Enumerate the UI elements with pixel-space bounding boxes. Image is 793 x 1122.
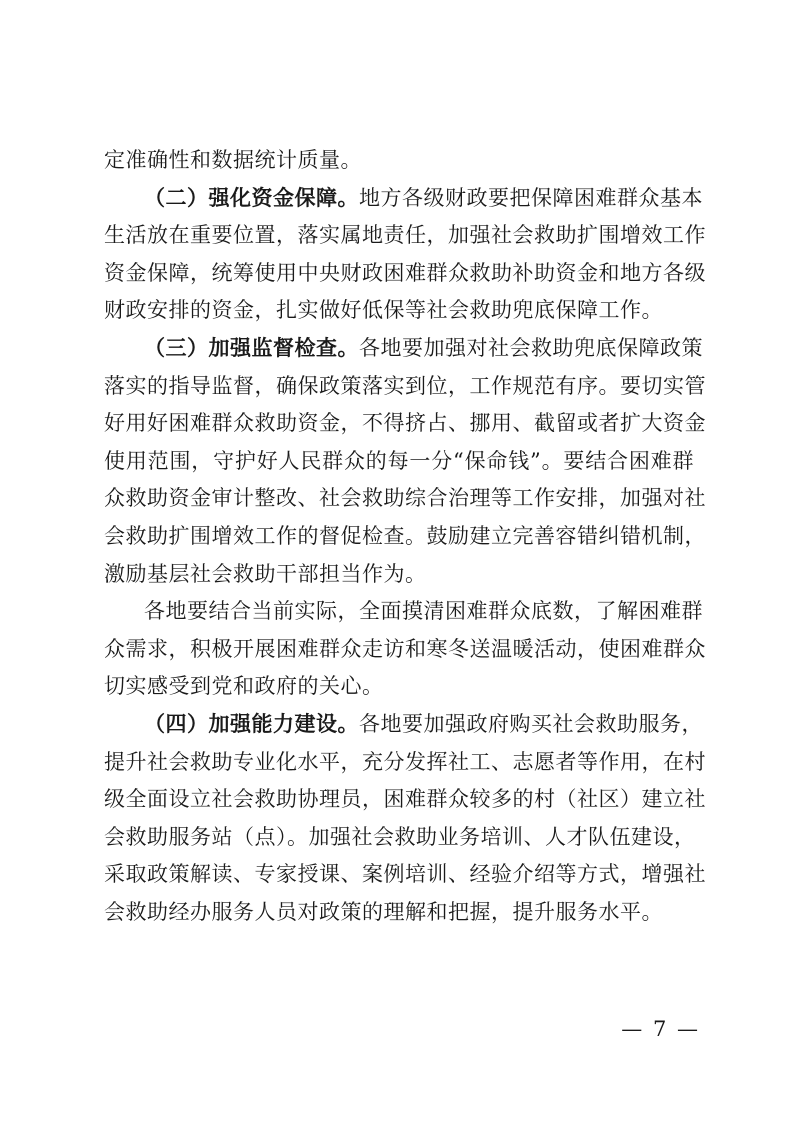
line-text: 定准确性和数据统计质量。: [104, 148, 362, 172]
paragraph-line: [104, 371, 706, 401]
section-heading-3: （三）加强监督检查。: [144, 335, 359, 360]
line-text: 众需求，积极开展困难群众走访和寒冬送温暖活动，使困难群众: [104, 637, 706, 661]
page-number: — 7 —: [621, 1017, 700, 1041]
paragraph-line: [144, 596, 703, 626]
line-text: 财政安排的资金，扎实做好低保等社会救助兜底保障工作。: [104, 298, 663, 322]
paragraph-line: [104, 408, 706, 438]
line-text: 使用范围，守护好人民群众的每一分“保命钱”。要结合困难群: [104, 449, 694, 473]
section-heading-line: [144, 333, 703, 363]
paragraph-line: [104, 295, 694, 325]
section-heading-line: [144, 183, 703, 213]
line-text: 提升社会救助专业化水平，充分发挥社工、志愿者等作用，在村: [104, 750, 706, 774]
paragraph-line: [104, 145, 694, 175]
line-text: 好用好困难群众救助资金，不得挤占、挪用、截留或者扩大资金: [104, 411, 706, 435]
line-text: 切实感受到党和政府的关心。: [104, 674, 384, 698]
section-heading-line: [144, 709, 703, 739]
line-text: 采取政策解读、专家授课、案例培训、经验介绍等方式，增强社: [104, 862, 706, 886]
paragraph-line: [104, 859, 706, 889]
paragraph-line: [104, 220, 706, 250]
line-text: 会救助扩围增效工作的督促检查。鼓励建立完善容错纠错机制，: [104, 524, 706, 548]
line-text: 级全面设立社会救助协理员，困难群众较多的村（社区）建立社: [104, 787, 706, 811]
paragraph-line: [104, 634, 706, 664]
line-text: 众救助资金审计整改、社会救助综合治理等工作安排，加强对社: [104, 486, 706, 510]
section-heading-4: （四）加强能力建设。: [144, 711, 359, 736]
line-text: 会救助服务站（点）。加强社会救助业务培训、人才队伍建设，: [104, 825, 696, 849]
line-text: 各地要加强对社会救助兜底保障政策: [359, 336, 703, 360]
line-text: 地方各级财政要把保障困难群众基本: [359, 186, 703, 210]
paragraph-line: [104, 483, 706, 513]
line-text: 各地要结合当前实际，全面摸清困难群众底数，了解困难群: [144, 599, 703, 623]
section-heading-2: （二）强化资金保障。: [144, 185, 359, 210]
line-text: 各地要加强政府购买社会救助服务，: [359, 712, 703, 736]
line-text: 会救助经办服务人员对政策的理解和把握，提升服务水平。: [104, 900, 663, 924]
line-text: 生活放在重要位置，落实属地责任，加强社会救助扩围增效工作: [104, 223, 706, 247]
paragraph-line: [104, 671, 694, 701]
paragraph-line: [104, 784, 706, 814]
paragraph-line: [104, 521, 706, 551]
paragraph-line: [104, 446, 694, 476]
paragraph-line: [104, 559, 694, 589]
line-text: 资金保障，统筹使用中央财政困难群众救助补助资金和地方各级: [104, 261, 706, 285]
paragraph-line: [104, 897, 694, 927]
line-text: 激励基层社会救助干部担当作为。: [104, 562, 427, 586]
line-text: 落实的指导监督，确保政策落实到位，工作规范有序。要切实管: [104, 374, 706, 398]
paragraph-line: [104, 258, 706, 288]
paragraph-line: [104, 747, 706, 777]
paragraph-line: [104, 822, 694, 852]
